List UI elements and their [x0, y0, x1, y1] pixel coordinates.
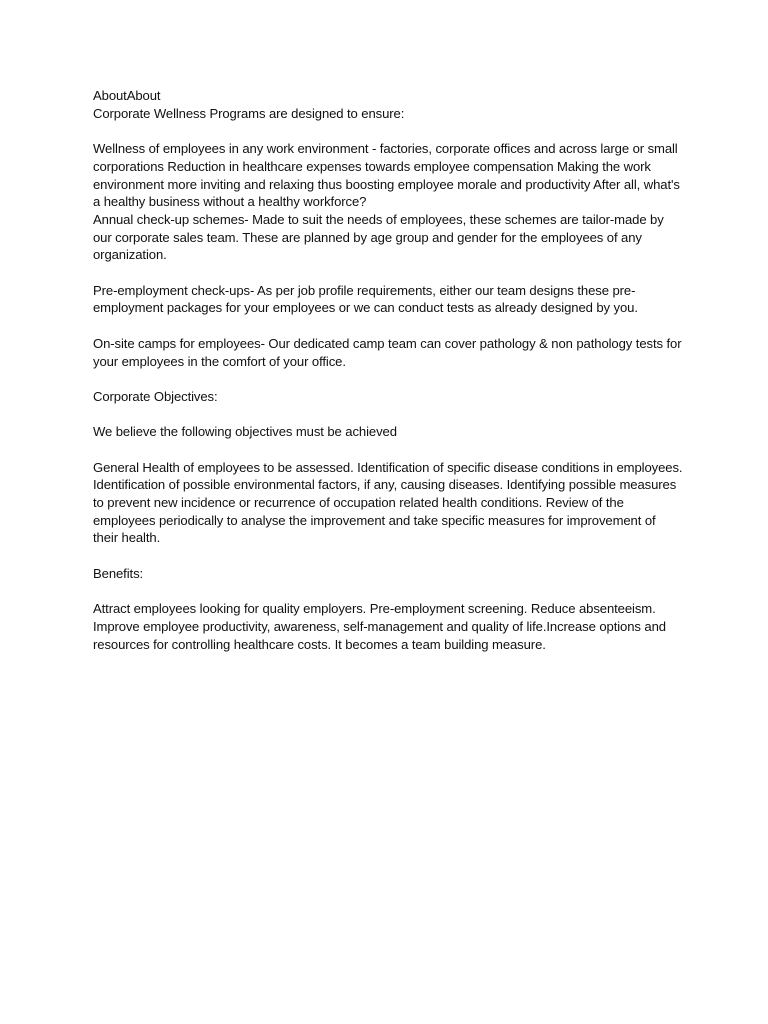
objectives-heading: Corporate Objectives: — [93, 388, 218, 404]
spacer — [93, 441, 683, 459]
intro-text: Corporate Wellness Programs are designed to ensure: — [93, 105, 405, 121]
pre-employment-paragraph: Pre-employment check-ups- As per job profile requirements, either our team designs these pre-employment packages for your employees or we can conduct tests as already designed by you. — [93, 282, 638, 316]
benefits-heading: Benefits: — [93, 565, 144, 581]
spacer — [93, 547, 683, 565]
annual-checkup-paragraph: Annual check-up schemes- Made to suit the needs of employees, these schemes are tailor-made by our corporate sales team. These are planned by age group and gender for the employees of any organization. — [93, 211, 664, 263]
spacer — [93, 583, 683, 601]
document-body — [93, 87, 683, 653]
spacer — [93, 122, 683, 140]
objectives-paragraph: General Health of employees to be assessed. Identification of specific disease conditions in employees. Identification of possible environmental factors, if any, causing diseases. Identifying possible measures to prevent new incidence or recurrence of occupation related health conditions. Review of the employees periodically to analyse the improvement and take specific measures for improvement of their health. — [93, 459, 683, 546]
spacer — [93, 406, 683, 424]
spacer — [93, 370, 683, 388]
wellness-paragraph: Wellness of employees in any work environment - factories, corporate offices and across large or small corporations Reduction in healthcare expenses towards employee compensation Making the work environment more inviting and relaxing thus boosting employee morale and productivity After all, what's a healthy business without a healthy workforce? — [93, 141, 680, 210]
benefits-paragraph: Attract employees looking for quality employers. Pre-employment screening. Reduce absenteeism. Improve employee productivity, awareness, self-management and quality of life.Increase options and resources for controlling healthcare costs. It becomes a team building measure. — [93, 601, 666, 652]
spacer — [93, 317, 683, 335]
spacer — [93, 264, 683, 282]
document-heading: AboutAbout — [93, 88, 161, 103]
onsite-camps-paragraph: On-site camps for employees- Our dedicated camp team can cover pathology & non pathology tests for your employees in the comfort of your office. — [93, 335, 682, 369]
objectives-intro: We believe the following objectives must be achieved — [93, 424, 397, 440]
